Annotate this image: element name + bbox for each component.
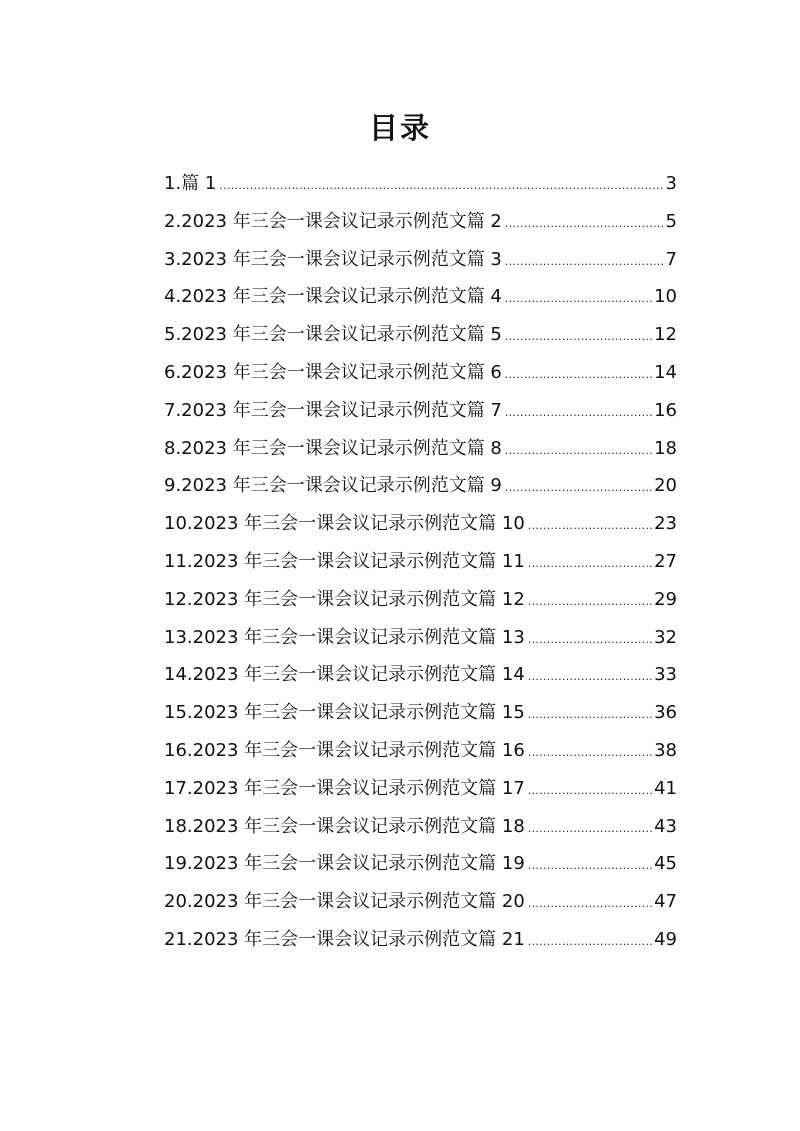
toc-dot-leader bbox=[528, 583, 652, 621]
toc-entry[interactable] bbox=[164, 165, 677, 203]
toc-entry[interactable] bbox=[164, 921, 677, 959]
toc-dot-leader bbox=[528, 621, 652, 659]
toc-entry-title[interactable]: 16.2023 年三会一课会议记录示例范文篇 16 bbox=[164, 739, 525, 761]
toc-page-number[interactable]: 27 bbox=[654, 550, 677, 572]
toc-entry-title[interactable]: 18.2023 年三会一课会议记录示例范文篇 18 bbox=[164, 815, 525, 837]
toc-entry-title[interactable]: 6.2023 年三会一课会议记录示例范文篇 6 bbox=[164, 361, 502, 383]
toc-page-number[interactable]: 3 bbox=[665, 173, 677, 194]
toc-page-number[interactable]: 10 bbox=[654, 286, 677, 308]
toc-entry-title[interactable]: 15.2023 年三会一课会议记录示例范文篇 15 bbox=[164, 702, 525, 724]
toc-dot-leader bbox=[505, 356, 652, 394]
toc-page-number[interactable]: 20 bbox=[654, 475, 677, 497]
toc-page-number[interactable]: 47 bbox=[654, 891, 677, 913]
toc-dot-leader bbox=[528, 885, 652, 923]
toc-page-number[interactable]: 45 bbox=[654, 853, 677, 875]
toc-dot-leader bbox=[505, 243, 664, 281]
toc-entry[interactable] bbox=[164, 392, 677, 430]
toc-dot-leader bbox=[219, 167, 663, 205]
toc-entry-title[interactable]: 17.2023 年三会一课会议记录示例范文篇 17 bbox=[164, 777, 525, 799]
toc-dot-leader bbox=[528, 545, 652, 583]
toc-page-number[interactable]: 32 bbox=[654, 626, 677, 648]
toc-entry[interactable] bbox=[164, 203, 677, 241]
toc-entry[interactable] bbox=[164, 581, 677, 619]
toc-dot-leader bbox=[505, 318, 652, 356]
toc-page-number[interactable]: 12 bbox=[654, 324, 677, 346]
toc-dot-leader bbox=[505, 205, 664, 243]
toc-dot-leader bbox=[505, 432, 652, 470]
toc-page-number[interactable]: 7 bbox=[665, 248, 677, 270]
toc-entry[interactable] bbox=[164, 770, 677, 808]
toc-entry-title[interactable]: 20.2023 年三会一课会议记录示例范文篇 20 bbox=[164, 891, 525, 913]
toc-page-number[interactable]: 29 bbox=[654, 588, 677, 610]
toc-dot-leader bbox=[505, 469, 652, 507]
toc-entry-title[interactable]: 4.2023 年三会一课会议记录示例范文篇 4 bbox=[164, 286, 502, 308]
toc-dot-leader bbox=[528, 810, 652, 848]
toc-entry[interactable] bbox=[164, 656, 677, 694]
toc-page-number[interactable]: 36 bbox=[654, 702, 677, 724]
toc-entry[interactable] bbox=[164, 505, 677, 543]
toc-page-number[interactable]: 38 bbox=[654, 739, 677, 761]
toc-entry-title[interactable]: 14.2023 年三会一课会议记录示例范文篇 14 bbox=[164, 664, 525, 686]
toc-entry-title[interactable]: 1.篇 1 bbox=[164, 173, 217, 194]
toc-entry-title[interactable]: 9.2023 年三会一课会议记录示例范文篇 9 bbox=[164, 475, 502, 497]
toc-entry[interactable] bbox=[164, 430, 677, 468]
toc-page-number[interactable]: 33 bbox=[654, 664, 677, 686]
toc-entry-title[interactable]: 11.2023 年三会一课会议记录示例范文篇 11 bbox=[164, 550, 525, 572]
toc-dot-leader bbox=[505, 394, 652, 432]
toc-page-number[interactable]: 23 bbox=[654, 513, 677, 535]
toc-page-number[interactable]: 14 bbox=[654, 361, 677, 383]
toc-entry-title[interactable]: 19.2023 年三会一课会议记录示例范文篇 19 bbox=[164, 853, 525, 875]
toc-entry-title[interactable]: 12.2023 年三会一课会议记录示例范文篇 12 bbox=[164, 588, 525, 610]
toc-page-number[interactable]: 49 bbox=[654, 928, 677, 950]
toc-entry-title[interactable]: 8.2023 年三会一课会议记录示例范文篇 8 bbox=[164, 437, 502, 459]
toc-entry-title[interactable]: 10.2023 年三会一课会议记录示例范文篇 10 bbox=[164, 513, 525, 535]
toc-dot-leader bbox=[528, 772, 652, 810]
toc-entry[interactable] bbox=[164, 845, 677, 883]
toc-entry[interactable] bbox=[164, 354, 677, 392]
toc-entry-title[interactable]: 2.2023 年三会一课会议记录示例范文篇 2 bbox=[164, 210, 502, 232]
toc-page-number[interactable]: 18 bbox=[654, 437, 677, 459]
toc-dot-leader bbox=[528, 696, 652, 734]
toc-entry[interactable] bbox=[164, 732, 677, 770]
toc-dot-leader bbox=[528, 658, 652, 696]
toc-dot-leader bbox=[505, 280, 652, 318]
toc-entry[interactable] bbox=[164, 241, 677, 279]
table-of-contents bbox=[164, 165, 677, 959]
toc-entry-title[interactable]: 21.2023 年三会一课会议记录示例范文篇 21 bbox=[164, 928, 525, 950]
toc-dot-leader bbox=[528, 847, 652, 885]
toc-entry[interactable] bbox=[164, 316, 677, 354]
toc-entry-title[interactable]: 7.2023 年三会一课会议记录示例范文篇 7 bbox=[164, 399, 502, 421]
toc-entry[interactable] bbox=[164, 467, 677, 505]
toc-page-number[interactable]: 43 bbox=[654, 815, 677, 837]
toc-entry[interactable] bbox=[164, 808, 677, 846]
toc-dot-leader bbox=[528, 507, 652, 545]
toc-dot-leader bbox=[528, 734, 652, 772]
toc-dot-leader bbox=[528, 923, 652, 961]
page-title: 目录 bbox=[368, 111, 431, 145]
toc-page-number[interactable]: 16 bbox=[654, 399, 677, 421]
toc-entry[interactable] bbox=[164, 694, 677, 732]
toc-entry[interactable] bbox=[164, 619, 677, 657]
toc-page-number[interactable]: 41 bbox=[654, 777, 677, 799]
toc-entry-title[interactable]: 3.2023 年三会一课会议记录示例范文篇 3 bbox=[164, 248, 502, 270]
toc-entry-title[interactable]: 13.2023 年三会一课会议记录示例范文篇 13 bbox=[164, 626, 525, 648]
toc-page-number[interactable]: 5 bbox=[665, 210, 677, 232]
toc-entry[interactable] bbox=[164, 278, 677, 316]
toc-entry[interactable] bbox=[164, 883, 677, 921]
toc-entry[interactable] bbox=[164, 543, 677, 581]
toc-entry-title[interactable]: 5.2023 年三会一课会议记录示例范文篇 5 bbox=[164, 324, 502, 346]
